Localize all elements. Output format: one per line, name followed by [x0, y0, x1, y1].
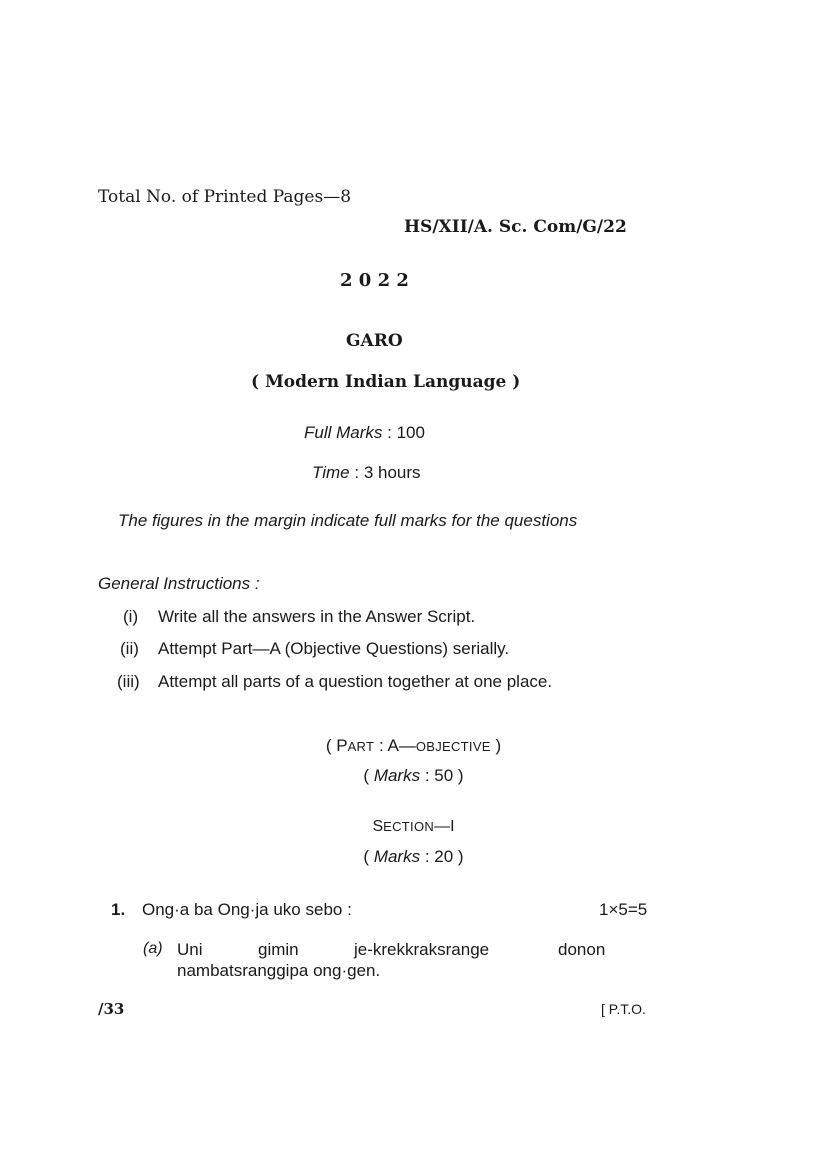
instruction-number: (iii) — [117, 672, 140, 691]
time-value: : 3 hours — [354, 463, 421, 482]
printed-pages-line: Total No. of Printed Pages—8 — [98, 187, 352, 207]
footer-code: /33 — [98, 1000, 125, 1018]
part-marks-open: ( — [363, 766, 374, 785]
part-letter: : A— — [374, 736, 416, 755]
section-initial: S — [372, 818, 384, 835]
subject-subtitle: ( Modern Indian Language ) — [251, 372, 521, 392]
part-objective: OBJECTIVE — [415, 739, 491, 754]
instruction-text: Write all the answers in the Answer Script. — [158, 607, 476, 626]
instructions-heading: General Instructions : — [98, 574, 260, 593]
section-marks-open: ( — [363, 847, 374, 866]
subquestion-word: gimin — [258, 940, 299, 959]
margin-note: The figures in the margin indicate full marks for the questions — [118, 511, 578, 530]
subquestion-word: je-krekkraksrange — [354, 940, 490, 959]
section-number: —I — [434, 818, 455, 835]
full-marks-value: : 100 — [387, 423, 425, 442]
part-open-paren: ( — [325, 736, 337, 755]
part-heading — [0, 736, 827, 756]
subquestion-label: (a) — [143, 940, 163, 957]
part-marks-label: Marks — [373, 766, 421, 785]
paper-code: HS/XII/A. Sc. Com/G/22 — [404, 217, 627, 237]
time-label: Time — [312, 463, 350, 482]
section-marks-value: : 20 ) — [420, 847, 464, 866]
instruction-number: (i) — [123, 607, 139, 626]
section-marks — [0, 847, 827, 867]
section-rest: ECTION — [383, 819, 435, 834]
subquestion-word: Uni — [177, 940, 203, 959]
full-marks-line — [304, 423, 425, 443]
full-marks-label: Full Marks — [304, 423, 383, 442]
subquestion-word: donon — [558, 940, 606, 959]
part-close-paren: ) — [490, 736, 502, 755]
instruction-text: Attempt Part—A (Objective Questions) serially. — [158, 639, 510, 658]
question-text: Ong·a ba Ong·ja uko sebo : — [142, 900, 352, 919]
footer-pto: [ P.T.O. — [601, 1001, 646, 1017]
exam-year: 2 0 2 2 — [340, 270, 409, 291]
part-rest: ART — [347, 739, 375, 754]
section-marks-label: Marks — [373, 847, 421, 866]
instruction-text: Attempt all parts of a question together at one place. — [158, 672, 553, 691]
time-line — [312, 463, 421, 483]
section-heading — [0, 818, 827, 836]
question-marks: 1×5=5 — [599, 900, 648, 919]
part-marks — [0, 766, 827, 786]
subquestion-line-2: nambatsranggipa ong·gen. — [177, 961, 381, 980]
part-initial: P — [336, 736, 348, 755]
part-marks-value: : 50 ) — [420, 766, 464, 785]
subject-title: GARO — [346, 331, 403, 351]
instruction-number: (ii) — [120, 639, 139, 658]
question-number: 1. — [111, 900, 126, 919]
